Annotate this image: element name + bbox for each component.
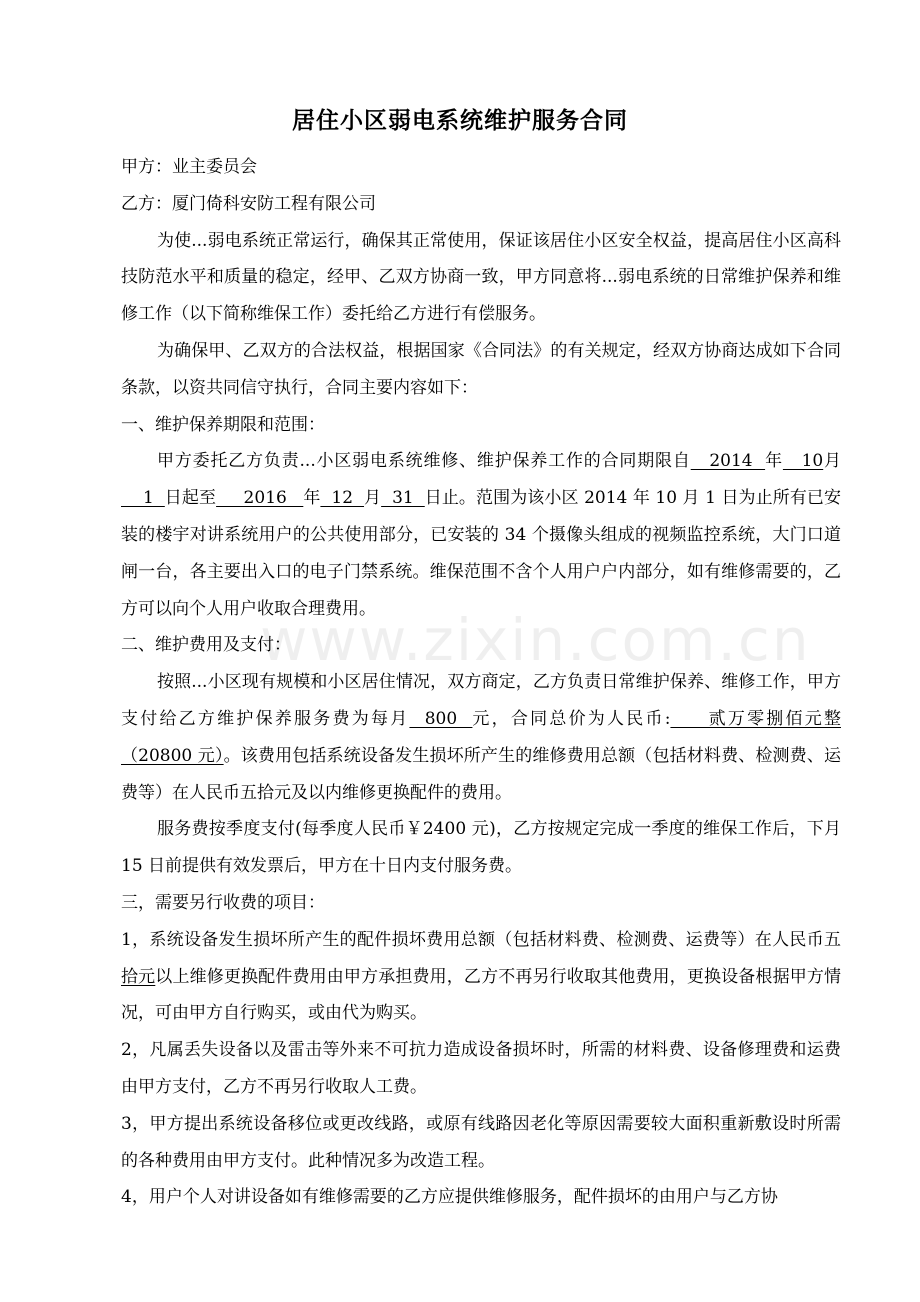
intro-paragraph-1: 为使...弱电系统正常运行，确保其正常使用，保证该居住小区安全权益，提高居住小区高科技防范水平和质量的稳定，经甲、乙双方协商一致，甲方同意将...弱电系统的日常维护保养和维修工作（以下简称维保工作）委托给乙方进行有偿服务。	[121, 230, 841, 325]
section-2-heading: 二、维护费用及支付：	[121, 635, 291, 656]
scope-text: 日止。范围为该小区 2014 年 10 月 1 日为止所有已安装的楼宇对讲系统用户的公共使用部分，已安装的 34 个摄像头组成的视频监控系统，大门口道闸一台，各主要出入口的电子门禁系统。维保范围不含个人用户户内部分，如有维修需要的，乙方可以向个人用户收取合理费用。	[121, 488, 842, 619]
total-label: 元，合同总价为人民币:	[472, 708, 671, 729]
party-a: 甲方：业主委员会	[121, 157, 257, 177]
contract-body	[121, 149, 841, 1216]
fee-text: 按照...小区现有规模和小区居住情况，双方商定，乙方负责日常维护保养、维修工作，甲方支付给乙方维护保养服务费为每月	[121, 672, 841, 729]
watermark: www.zixin.com.cn	[260, 606, 811, 674]
section-2-paragraph	[121, 664, 841, 811]
year-unit: 年	[303, 488, 321, 509]
section-1-heading: 一、维护保养期限和范围：	[121, 414, 325, 435]
item-1-amount: 拾元	[121, 966, 156, 987]
payment-paragraph: 服务费按季度支付(每季度人民币￥2400 元)，乙方按规定完成一季度的维保工作后，下月 15 日前提供有效发票后，甲方在十日内支付服务费。	[121, 819, 841, 877]
end-month: 12	[320, 488, 365, 509]
from-to-text: 日起至	[164, 488, 217, 509]
term-text: 甲方委托乙方负责...小区弱电系统维修、维护保养工作的合同期限自	[157, 451, 691, 472]
fee-scope-text: 。该费用包括系统设备发生损坏所产生的维修费用总额（包括材料费、检测费、运费等）在人民币五拾元及以内维修更换配件的费用。	[121, 745, 842, 803]
section-1-paragraph	[121, 443, 841, 627]
item-1	[121, 922, 841, 1032]
monthly-fee: 800	[409, 708, 473, 729]
month-unit: 月	[823, 451, 842, 472]
item-1-text-rest: 以上维修更换配件费用由甲方承担费用，乙方不再另行收取其他费用，更换设备根据甲方情况，可由甲方自行购买，或由代为购买。	[121, 966, 842, 1024]
item-4: 4，用户个人对讲设备如有维修需要的乙方应提供维修服务，配件损坏的由用户与乙方协	[121, 1187, 778, 1208]
contract-title: 居住小区弱电系统维护服务合同	[292, 108, 628, 134]
start-year: 2014	[690, 451, 766, 472]
intro-paragraph-2: 为确保甲、乙双方的合法权益，根据国家《合同法》的有关规定，经双方协商达成如下合同条款，以资共同信守执行，合同主要内容如下：	[121, 340, 841, 398]
end-day: 31	[381, 488, 425, 509]
start-month: 10	[782, 451, 824, 472]
total-amount-chinese: 贰万零捌佰元整	[670, 708, 841, 729]
year-unit: 年	[765, 451, 783, 472]
item-1-text: 1，系统设备发生损坏所产生的配件损坏费用总额（包括材料费、检测费、运费等）在人民币五	[121, 929, 841, 950]
total-amount-number: （20800 元）	[121, 745, 224, 766]
item-3: 3，甲方提出系统设备移位或更改线路，或原有线路因老化等原因需要较大面积重新敷设时所需的各种费用由甲方支付。此种情况多为改造工程。	[121, 1113, 841, 1171]
start-day: 1	[121, 488, 165, 509]
month-unit: 月	[364, 488, 382, 509]
end-year: 2016	[216, 488, 304, 509]
item-2: 2，凡属丢失设备以及雷击等外来不可抗力造成设备损坏时，所需的材料费、设备修理费和运费由甲方支付，乙方不再另行收取人工费。	[121, 1040, 841, 1097]
party-b: 乙方：厦门倚科安防工程有限公司	[121, 193, 376, 214]
section-3-heading: 三，需要另行收费的项目：	[121, 892, 325, 913]
